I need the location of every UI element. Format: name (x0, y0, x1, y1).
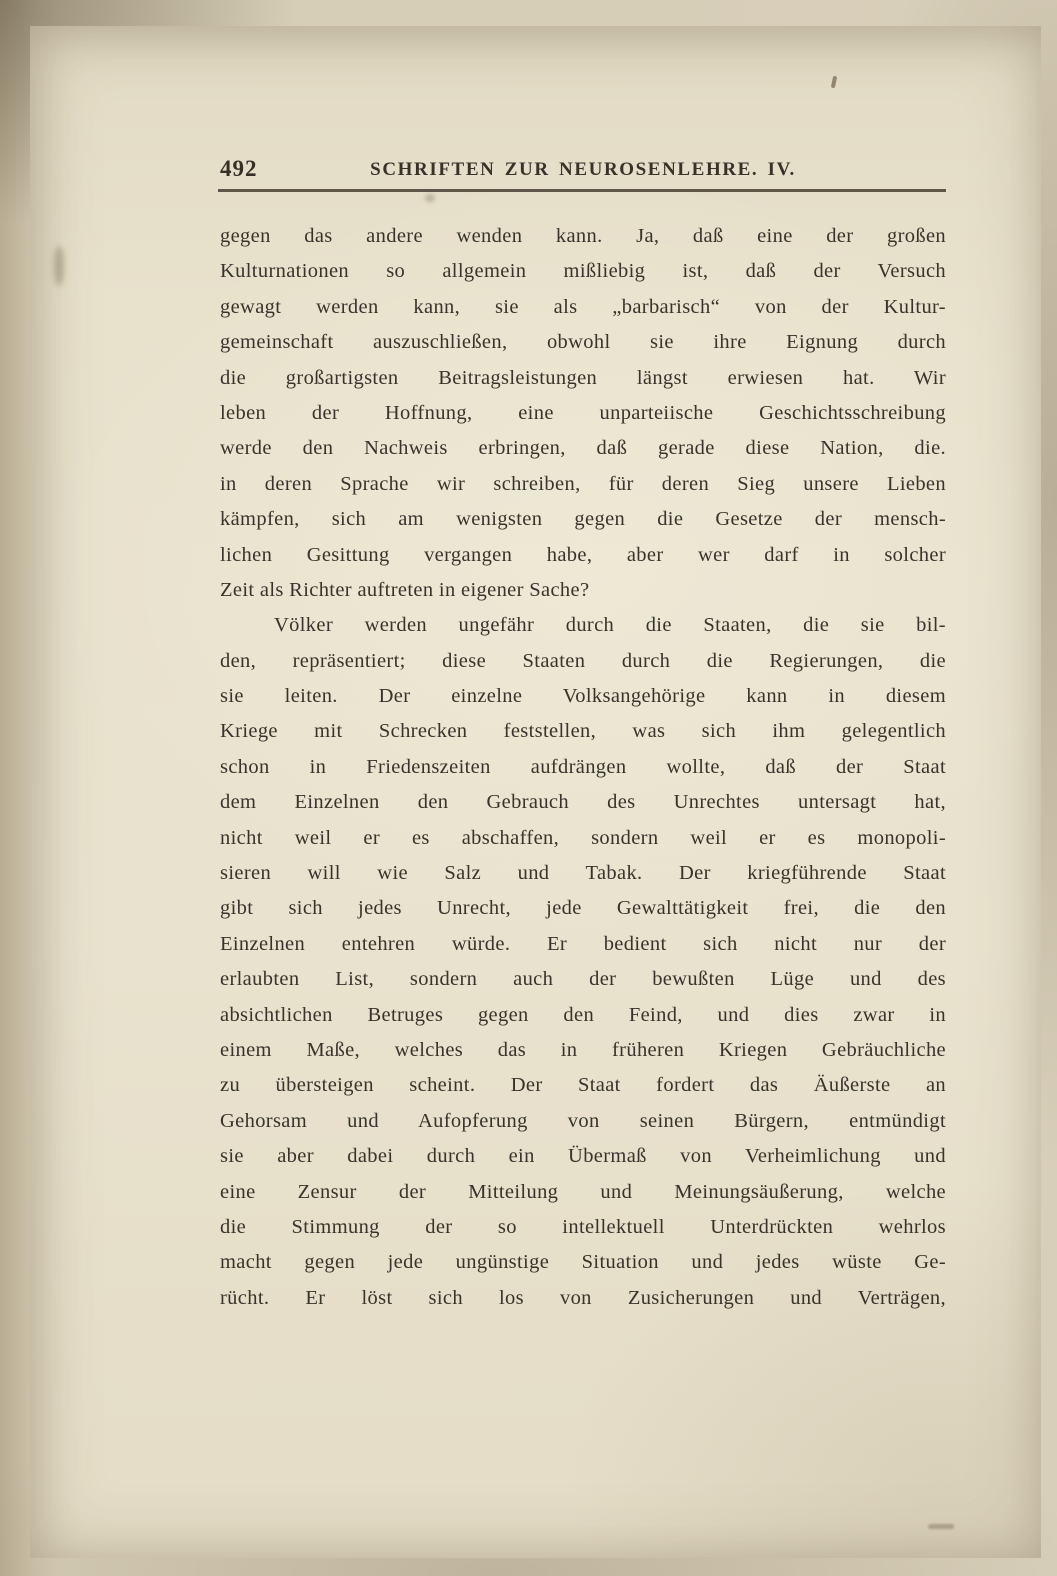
text-line: in deren Sprache wir schreiben, für deren Sieg unsere Lieben (220, 472, 946, 495)
text-line: gibt sich jedes Unrecht, jede Gewalttätigkeit frei, die den (220, 897, 946, 920)
body-text (220, 219, 946, 1316)
scan-smudge (928, 1524, 954, 1529)
text-line: Kulturnationen so allgemein mißliebig ist, daß der Versuch (220, 260, 946, 283)
text-line: sie aber dabei durch ein Übermaß von Verheimlichung und (220, 1145, 946, 1168)
text-line: gemeinschaft auszuschließen, obwohl sie ihre Eignung durch (220, 331, 946, 354)
text-line: rücht. Er löst sich los von Zusicherungen und Verträgen, (220, 1286, 946, 1309)
text-line: die Stimmung der so intellektuell Unterdrückten wehrlos (220, 1215, 946, 1238)
text-line: die großartigsten Beitragsleistungen längst erwiesen hat. Wir (220, 366, 946, 389)
scan-speck (831, 76, 837, 89)
text-line: zu übersteigen scheint. Der Staat fordert das Äußerste an (220, 1074, 946, 1097)
text-line: dem Einzelnen den Gebrauch des Unrechtes untersagt hat, (220, 791, 946, 814)
text-line: Einzelnen entehren würde. Er bedient sich nicht nur der (220, 932, 946, 955)
text-line: den, repräsentiert; diese Staaten durch die Regierungen, die (220, 649, 946, 672)
text-line: Völker werden ungefähr durch die Staaten, die sie bil- (274, 614, 946, 637)
text-line: schon in Friedenszeiten aufdrängen wollte, daß der Staat (220, 755, 946, 778)
text-line: nicht weil er es abschaffen, sondern weil er es monopoli- (220, 826, 946, 849)
running-title: SCHRIFTEN ZUR NEUROSENLEHRE. IV. (370, 159, 796, 180)
page-header (220, 156, 946, 186)
text-line: absichtlichen Betruges gegen den Feind, und dies zwar in (220, 1003, 946, 1026)
text-line: leben der Hoffnung, eine unparteiische Geschichtsschreibung (220, 401, 946, 424)
header-divider-rule (218, 189, 946, 192)
text-line: Kriege mit Schrecken feststellen, was sich ihm gelegentlich (220, 720, 946, 743)
scan-speck (425, 194, 435, 202)
text-line: lichen Gesittung vergangen habe, aber wer darf in solcher (220, 543, 946, 566)
text-line: sie leiten. Der einzelne Volksangehörige kann in diesem (220, 685, 946, 708)
paper-sheet (30, 26, 1041, 1558)
text-line: Zeit als Richter auftreten in eigener Sache? (220, 578, 590, 601)
scan-smudge (54, 246, 64, 286)
text-line: gewagt werden kann, sie als „barbarisch“ von der Kultur- (220, 295, 946, 318)
text-line: sieren will wie Salz und Tabak. Der kriegführende Staat (220, 862, 946, 885)
page-number: 492 (220, 156, 258, 181)
text-line: macht gegen jede ungünstige Situation und jedes wüste Ge- (220, 1251, 946, 1274)
text-line: werde den Nachweis erbringen, daß gerade diese Nation, die. (220, 437, 946, 460)
text-line: einem Maße, welches das in früheren Kriegen Gebräuchliche (220, 1038, 946, 1061)
text-line: Gehorsam und Aufopferung von seinen Bürgern, entmündigt (220, 1109, 946, 1132)
text-line: gegen das andere wenden kann. Ja, daß eine der großen (220, 225, 946, 247)
text-line: erlaubten List, sondern auch der bewußten Lüge und des (220, 968, 946, 991)
text-line: kämpfen, sich am wenigsten gegen die Gesetze der mensch- (220, 508, 946, 531)
text-line: eine Zensur der Mitteilung und Meinungsäußerung, welche (220, 1180, 946, 1203)
